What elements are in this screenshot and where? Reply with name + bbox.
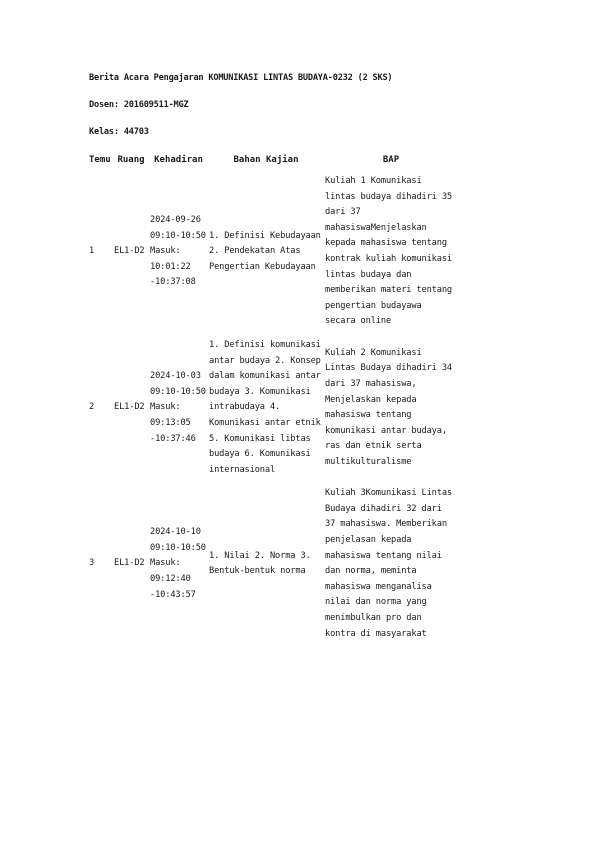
lecturer-line: Dosen: 201609511-MGZ [89, 100, 189, 110]
cell-temu: 2 [89, 402, 95, 413]
cell-bahan-kajian: 1. Definisi Kebudayaan 2. Pendekatan Atas Pengertian Kebudayaan [209, 230, 321, 272]
class-line: Kelas: 44703 [89, 127, 149, 137]
cell-kehadiran: 2024-10-10 09:10-10:50 Masuk: 09:12:40 -10:43:57 [150, 527, 206, 600]
table-row [88, 336, 458, 484]
column-header-ruang: Ruang [117, 155, 145, 165]
cell-kehadiran: 2024-10-03 09:10-10:50 Masuk: 09:13:05 -10:37:46 [150, 371, 206, 444]
cell-bap: Kuliah 1 Komunikasi lintas budaya dihadiri 35 dari 37 mahasiswaMenjelaskan kepada mahasiswa tentang kontrak kuliah komunikasi lintas budaya dan memberikan materi tentang pengertian budayawa secara online [325, 176, 453, 327]
column-header-kehadiran: Kehadiran [154, 155, 203, 165]
column-header-bap: BAP [382, 155, 400, 165]
column-header-bahan-kajian: Bahan Kajian [233, 155, 299, 165]
table-header-row [88, 152, 458, 172]
cell-kehadiran: 2024-09-26 09:10-10:50 Masuk: 10:01:22 -10:37:08 [150, 214, 206, 288]
cell-bap: Kuliah 2 Komunikasi Lintas Budaya dihadiri 34 dari 37 mahasiswa, Menjelaskan kepada mahasiswa tentang komunikasi antar budaya, ras dan etnik serta multikulturalisme [325, 347, 453, 467]
cell-ruang: EL1-D2 [114, 246, 145, 257]
cell-bap: Kuliah 3Komunikasi Lintas Budaya dihadiri 32 dari 37 mahasiswa. Memberikan penjelasan kepada mahasiswa tentang nilai dan norma, meminta mahasiswa menganalisa nilai dan norma yang menimbulkan pro dan kontra di masyarakat [325, 488, 453, 639]
cell-temu: 1 [89, 246, 95, 257]
document-title: Berita Acara Pengajaran KOMUNIKASI LINTAS BUDAYA-0232 (2 SKS) [89, 73, 393, 83]
cell-bahan-kajian: 1. Nilai 2. Norma 3. Bentuk-bentuk norma [209, 550, 311, 577]
table-row [88, 484, 458, 648]
cell-temu: 3 [89, 558, 95, 569]
cell-ruang: EL1-D2 [114, 402, 145, 413]
table-row [88, 172, 458, 336]
cell-bahan-kajian: 1. Definisi komunikasi antar budaya 2. Konsep dalam komunikasi antar budaya 3. Komunikasi intrabudaya 4. Komunikasi antar etnik 5. Komunikasi libtas budaya 6. Komunikasi internasional [209, 339, 321, 475]
cell-ruang: EL1-D2 [114, 558, 145, 569]
column-header-temu: Temu [89, 155, 111, 165]
attendance-table [88, 152, 458, 648]
